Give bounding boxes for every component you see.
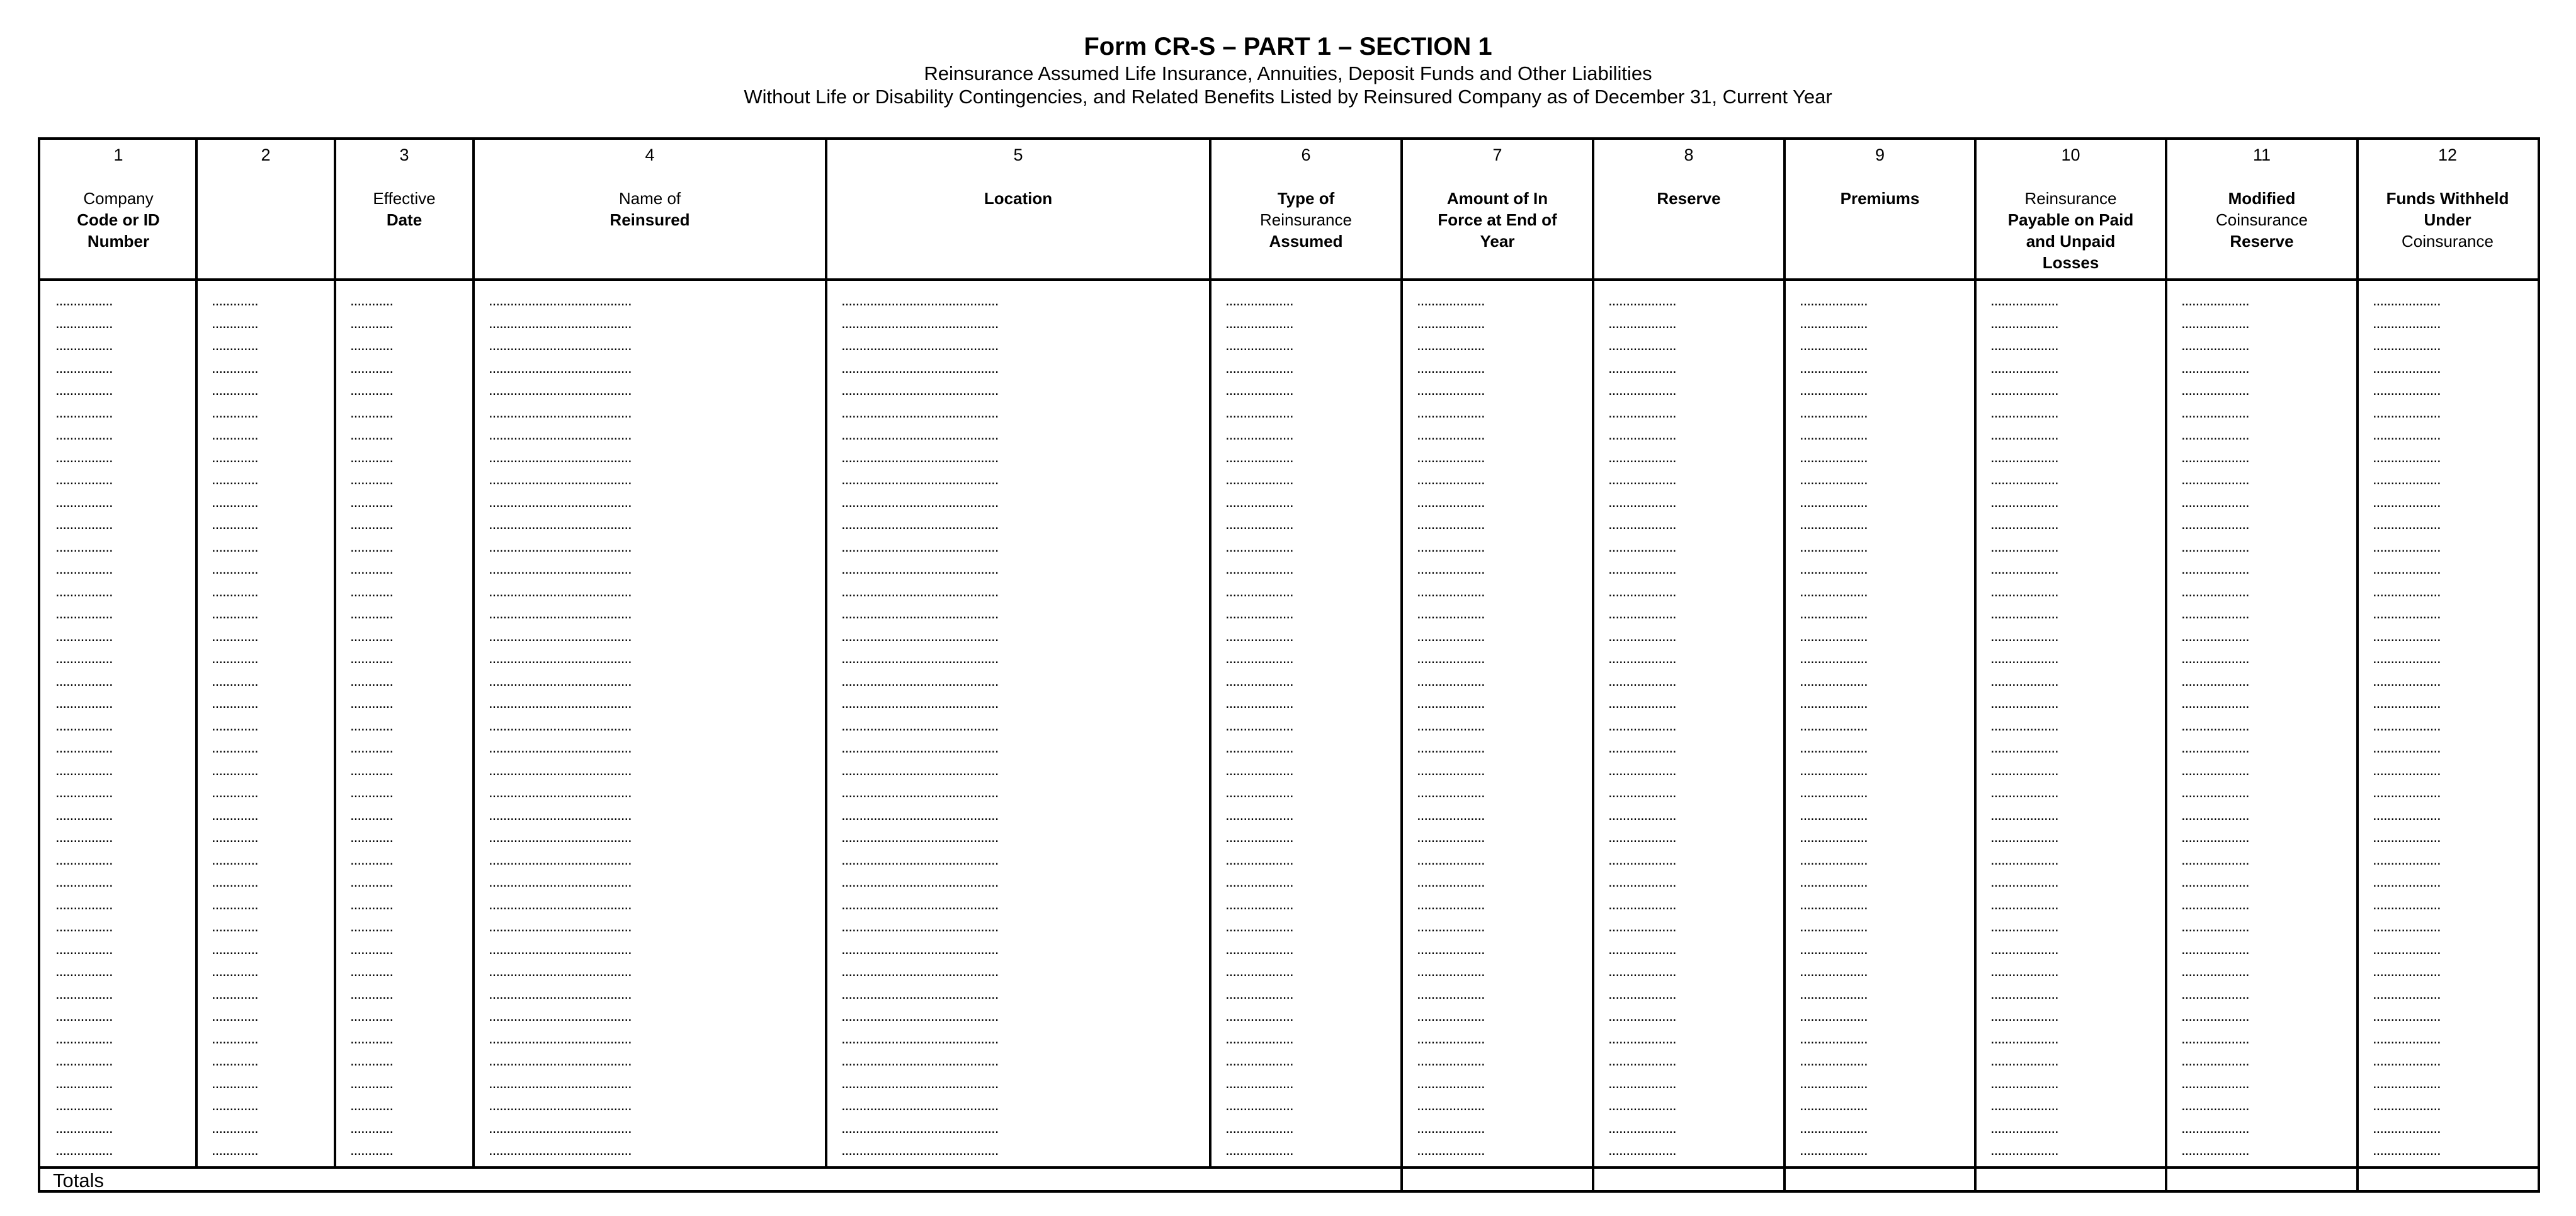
column-heading-line: Reserve [1657,189,1721,208]
column-divider [1209,140,1211,1166]
column-heading-line: Coinsurance [2402,232,2494,251]
column-heading-11 [2166,188,2358,252]
column-7-entry-lines[interactable]: ................... ................... ................... ................... ................... ................... ................... ................... ................... ................... ................... ................... ................... ................... ................... ................... ................... ................... ................... ................... ................... ................... ................... ................... ................... ................... ................... ................... ................... ................... ................... ................... ................... ................... ................... ................... ................... ................... ................... [1417,292,1485,1159]
column-heading-line: Funds Withheld [2386,189,2509,208]
header-divider [40,278,2538,281]
form-subtitle-line2: Without Life or Disability Contingencies, and Related Benefits Listed by Reinsured Company as of December 31, Current Year [744,86,1832,108]
column-heading-line: Year [1480,232,1515,251]
totals-label: Totals [53,1169,104,1191]
column-12-entry-lines[interactable]: ................... ................... ................... ................... ................... ................... ................... ................... ................... ................... ................... ................... ................... ................... ................... ................... ................... ................... ................... ................... ................... ................... ................... ................... ................... ................... ................... ................... ................... ................... ................... ................... ................... ................... ................... ................... ................... ................... ................... [2373,292,2441,1159]
column-divider [472,140,475,1166]
column-6-entry-lines[interactable]: ................... ................... ................... ................... ................... ................... ................... ................... ................... ................... ................... ................... ................... ................... ................... ................... ................... ................... ................... ................... ................... ................... ................... ................... ................... ................... ................... ................... ................... ................... ................... ................... ................... ................... ................... ................... ................... ................... ................... [1225,292,1293,1159]
column-heading-line: Reinsurance [1260,210,1352,229]
column-11-entry-lines[interactable]: ................... ................... ................... ................... ................... ................... ................... ................... ................... ................... ................... ................... ................... ................... ................... ................... ................... ................... ................... ................... ................... ................... ................... ................... ................... ................... ................... ................... ................... ................... ................... ................... ................... ................... ................... ................... ................... ................... ................... [2181,292,2249,1159]
column-divider [195,140,198,1166]
column-heading-5 [826,188,1210,209]
reinsurance-table [38,137,2540,1193]
column-heading-line: Coinsurance [2216,210,2308,229]
column-heading-line: Code or ID [77,210,160,229]
column-divider [1974,140,1977,1190]
column-heading-line: Number [87,232,150,251]
column-number-12: 12 [2437,145,2458,164]
column-heading-12 [2358,188,2538,252]
column-heading-line: Reinsured [610,210,690,229]
column-divider [2165,140,2167,1190]
column-divider [2356,140,2359,1190]
column-heading-10 [1975,188,2166,273]
column-8-entry-lines[interactable]: ................... ................... ................... ................... ................... ................... ................... ................... ................... ................... ................... ................... ................... ................... ................... ................... ................... ................... ................... ................... ................... ................... ................... ................... ................... ................... ................... ................... ................... ................... ................... ................... ................... ................... ................... ................... ................... ................... ................... [1608,292,1676,1159]
column-heading-4 [474,188,826,230]
column-heading-1 [40,188,196,252]
column-heading-line: and Unpaid [2026,232,2116,251]
form-subtitle-line1: Reinsurance Assumed Life Insurance, Annuities, Deposit Funds and Other Liabilities [924,62,1652,84]
column-5-entry-lines[interactable]: ............................................ ............................................ ............................................ ............................................ ............................................ ............................................ ............................................ ............................................ ............................................ ............................................ ............................................ ............................................ ............................................ ............................................ ............................................ ............................................ ............................................ ............................................ ............................................ ............................................ ............................................ ............................................ ............................................ ............................................ ............................................ ............................................ ............................................ ............................................ ............................................ ............................................ ............................................ ............................................ ............................................ ............................................ ............................................ ............................................ ............................................ ............................................ ............................................ [841,292,999,1159]
column-divider [1592,140,1594,1190]
column-heading-line: Under [2424,210,2471,229]
column-heading-line: Name of [618,189,681,208]
totals-divider [40,1166,2538,1169]
column-heading-line: Force at End of [1438,210,1557,229]
column-heading-line: Reserve [2230,232,2294,251]
column-1-entry-lines[interactable]: ................ ................ ................ ................ ................ ................ ................ ................ ................ ................ ................ ................ ................ ................ ................ ................ ................ ................ ................ ................ ................ ................ ................ ................ ................ ................ ................ ................ ................ ................ ................ ................ ................ ................ ................ ................ ................ ................ ................ [55,292,113,1159]
column-heading-line: Modified [2228,189,2296,208]
form-title: Form CR-S – PART 1 – SECTION 1 [1084,33,1492,60]
column-number-3: 3 [399,145,409,164]
column-heading-line: Type of [1277,189,1335,208]
column-10-entry-lines[interactable]: ................... ................... ................... ................... ................... ................... ................... ................... ................... ................... ................... ................... ................... ................... ................... ................... ................... ................... ................... ................... ................... ................... ................... ................... ................... ................... ................... ................... ................... ................... ................... ................... ................... ................... ................... ................... ................... ................... ................... [1990,292,2058,1159]
form-header [0,31,2576,108]
column-number-5: 5 [1013,145,1023,164]
column-divider [1783,140,1786,1190]
column-heading-line: Payable on Paid [2007,210,2134,229]
column-number-11: 11 [2252,145,2271,164]
column-number-4: 4 [645,145,655,164]
column-number-9: 9 [1875,145,1885,164]
column-9-entry-lines[interactable]: ................... ................... ................... ................... ................... ................... ................... ................... ................... ................... ................... ................... ................... ................... ................... ................... ................... ................... ................... ................... ................... ................... ................... ................... ................... ................... ................... ................... ................... ................... ................... ................... ................... ................... ................... ................... ................... ................... ................... [1800,292,1868,1159]
column-heading-3 [335,188,474,230]
column-2-entry-lines[interactable]: ............. ............. ............. ............. ............. ............. ............. ............. ............. ............. ............. ............. ............. ............. ............. ............. ............. ............. ............. ............. ............. ............. ............. ............. ............. ............. ............. ............. ............. ............. ............. ............. ............. ............. ............. ............. ............. ............. ............. [212,292,258,1159]
column-divider [825,140,827,1166]
column-heading-line: Assumed [1269,232,1343,251]
column-heading-line: Effective [373,189,436,208]
column-number-1: 1 [113,145,123,164]
column-heading-7 [1402,188,1593,252]
column-heading-line: Amount of In [1446,189,1548,208]
column-heading-line: Reinsurance [2024,189,2117,208]
column-heading-line: Location [984,189,1053,208]
column-number-10: 10 [2061,145,2080,164]
column-heading-line: Premiums [1840,189,1920,208]
column-4-entry-lines[interactable]: ........................................ ........................................ ........................................ ........................................ ........................................ ........................................ ........................................ ........................................ ........................................ ........................................ ........................................ ........................................ ........................................ ........................................ ........................................ ........................................ ........................................ ........................................ ........................................ ........................................ ........................................ ........................................ ........................................ ........................................ ........................................ ........................................ ........................................ ........................................ ........................................ ........................................ ........................................ ........................................ ........................................ ........................................ ........................................ ........................................ ........................................ ........................................ ........................................ [489,292,632,1159]
column-number-7: 7 [1492,145,1502,164]
column-heading-line: Company [83,189,154,208]
column-heading-6 [1210,188,1402,252]
column-heading-line: Losses [2042,253,2099,272]
column-3-entry-lines[interactable]: ............ ............ ............ ............ ............ ............ ............ ............ ............ ............ ............ ............ ............ ............ ............ ............ ............ ............ ............ ............ ............ ............ ............ ............ ............ ............ ............ ............ ............ ............ ............ ............ ............ ............ ............ ............ ............ ............ ............ [350,292,394,1159]
column-heading-9 [1784,188,1975,209]
column-divider [334,140,336,1166]
column-number-2: 2 [261,145,271,164]
column-heading-line: Date [386,210,423,229]
column-number-8: 8 [1684,145,1694,164]
column-number-6: 6 [1301,145,1311,164]
column-divider [1400,140,1403,1190]
column-heading-8 [1593,188,1784,209]
